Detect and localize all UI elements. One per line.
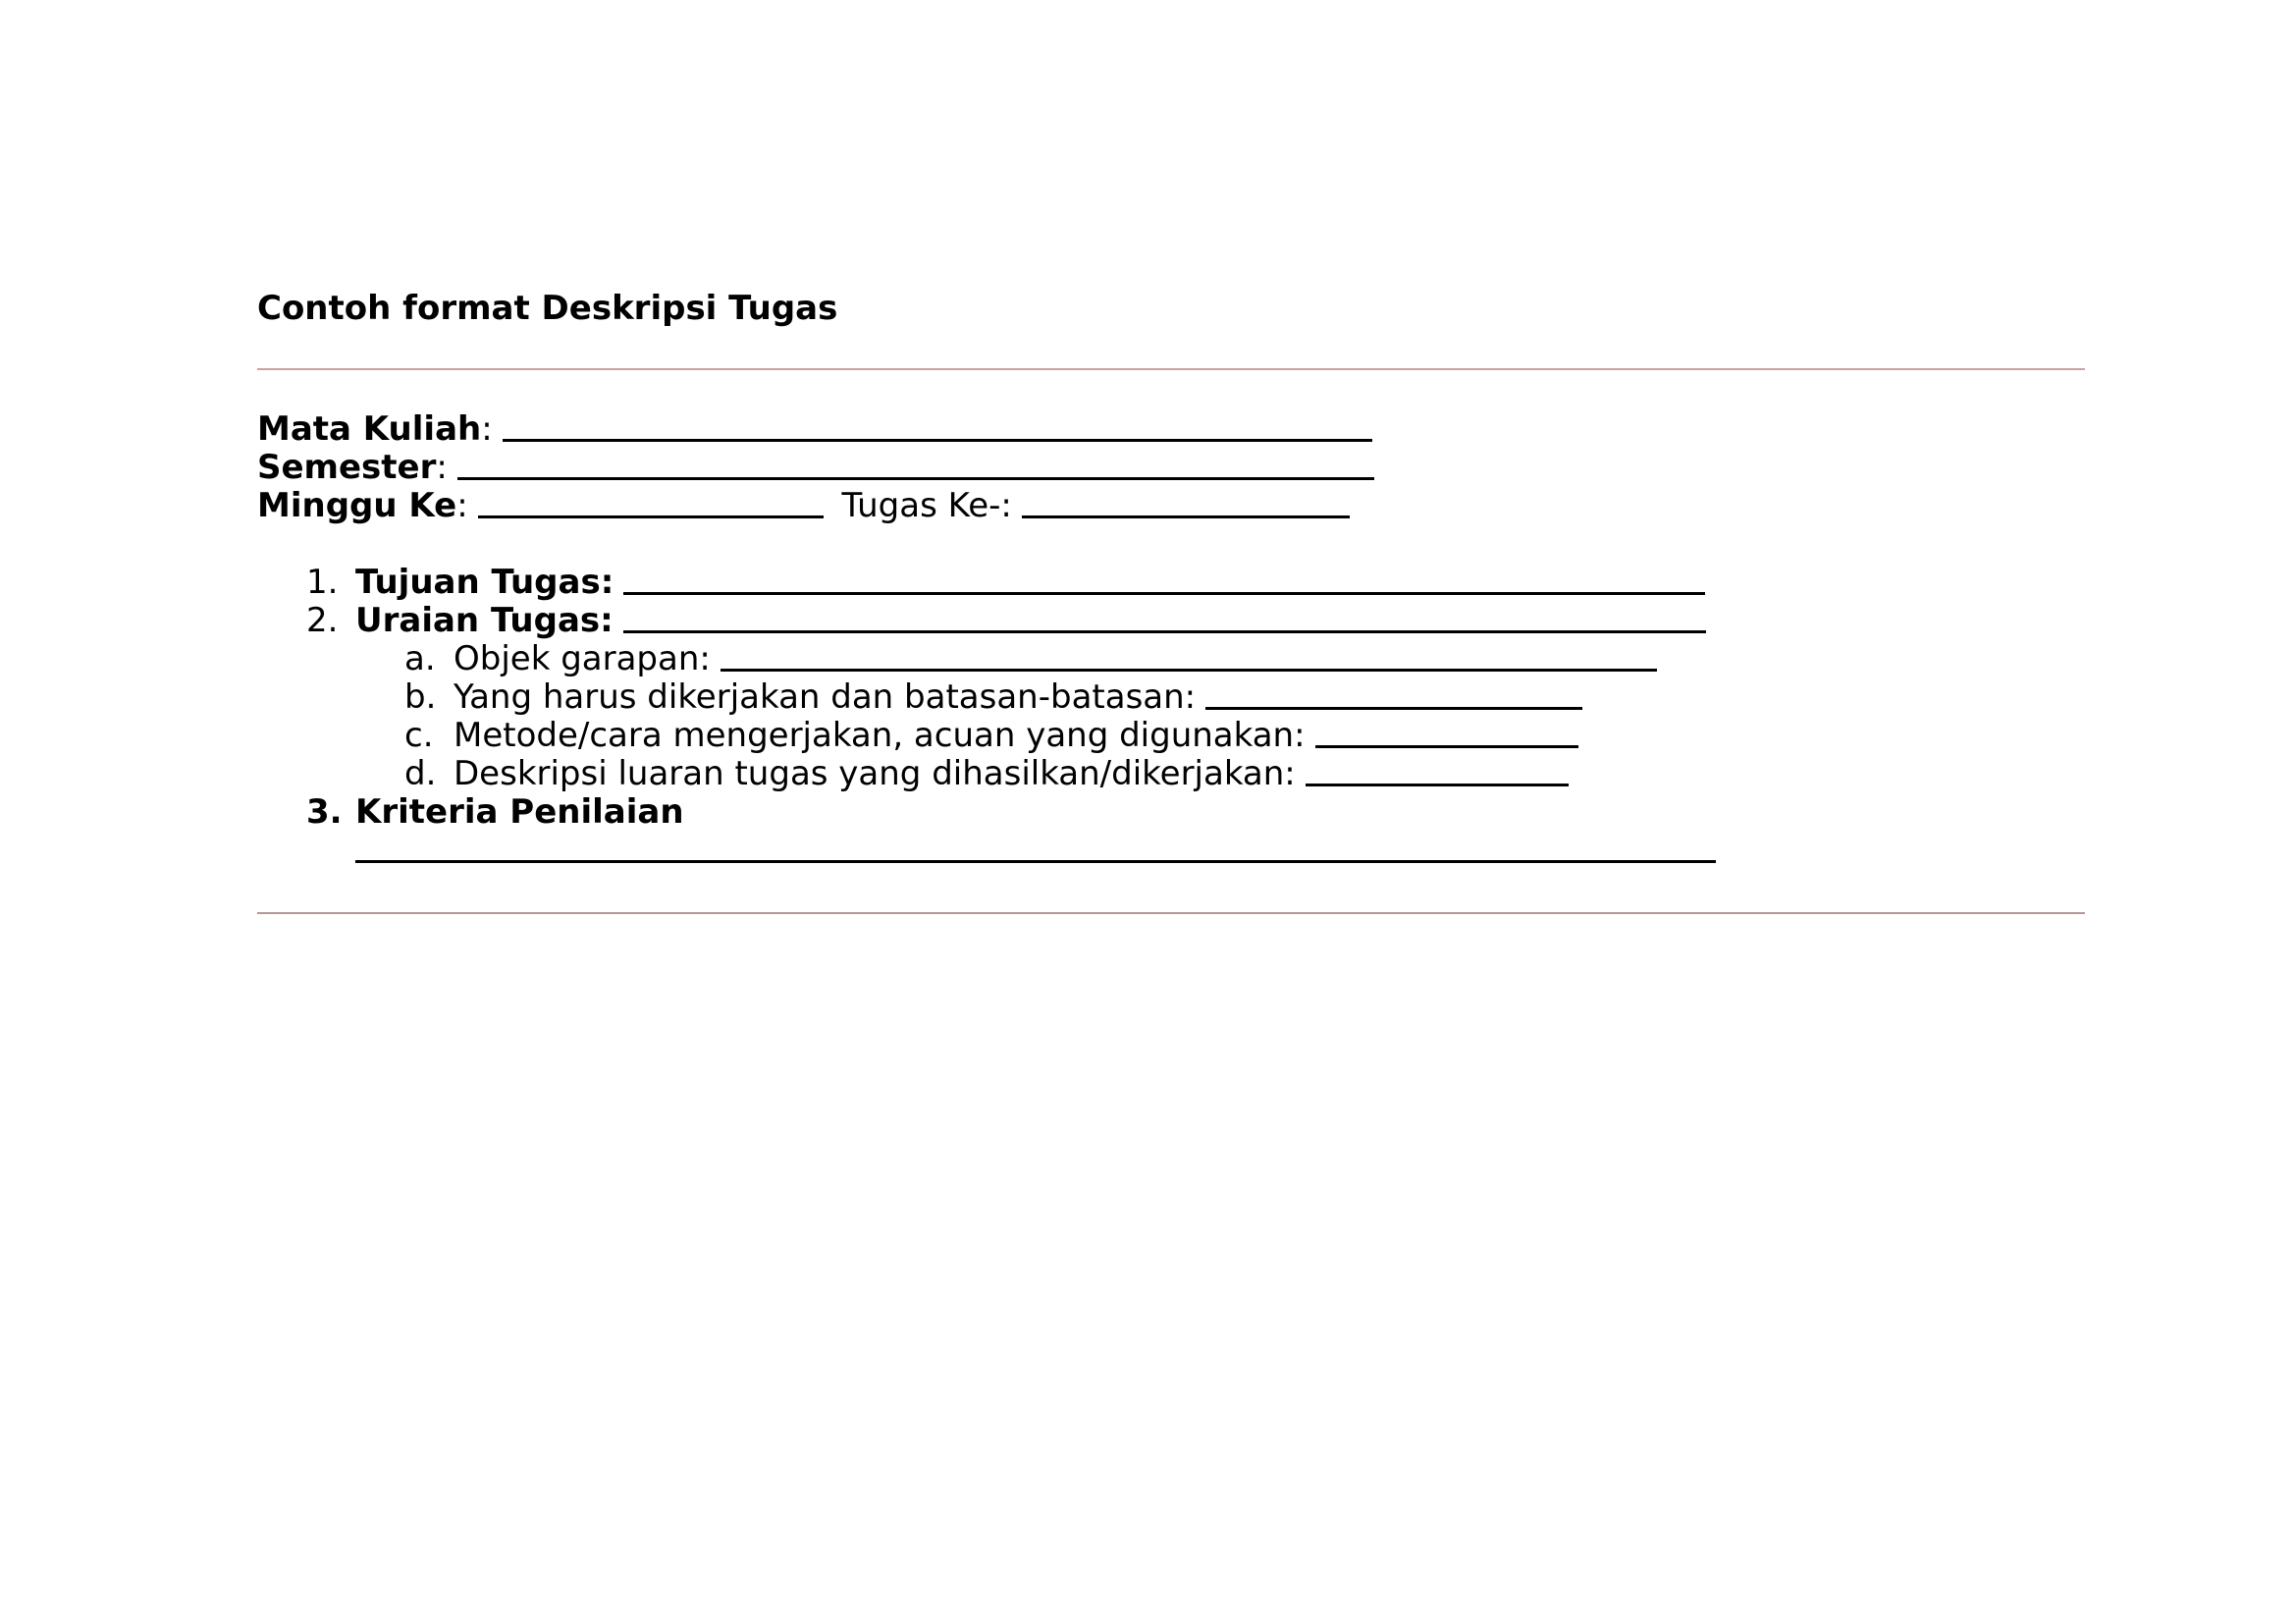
bottom-divider <box>257 912 2085 914</box>
sub-item-yang-harus-dikerjakan <box>404 678 1582 717</box>
yang-harus-dikerjakan-label: Yang harus dikerjakan dan batasan-batasan: <box>454 677 1197 717</box>
list-number: 1. <box>306 563 339 602</box>
semester-row <box>257 449 1374 487</box>
deskripsi-luaran-label: Deskripsi luaran tugas yang dihasilkan/dikerjakan: <box>454 754 1296 793</box>
semester-label: Semester <box>257 448 437 487</box>
mata-kuliah-blank[interactable] <box>503 439 1372 442</box>
kriteria-penilaian-label: Kriteria Penilaian <box>355 792 684 832</box>
list-number: 2. <box>306 601 339 640</box>
document-page <box>257 0 2085 1623</box>
objek-garapan-label: Objek garapan: <box>454 639 711 678</box>
top-divider <box>257 368 2085 370</box>
uraian-tugas-blank[interactable] <box>623 630 1706 633</box>
sub-item-letter: b. <box>404 677 437 717</box>
document-title: Contoh format Deskripsi Tugas <box>257 289 838 328</box>
objek-garapan-blank[interactable] <box>721 669 1657 672</box>
colon: : <box>481 409 493 449</box>
sub-item-metode <box>404 717 1578 755</box>
kriteria-penilaian-row <box>355 832 1716 870</box>
uraian-tugas-label: Uraian Tugas: <box>355 601 614 640</box>
sub-item-letter: d. <box>404 754 437 793</box>
yang-harus-dikerjakan-blank[interactable] <box>1205 707 1582 710</box>
colon: : <box>456 486 468 525</box>
metode-blank[interactable] <box>1315 745 1578 748</box>
colon: : <box>436 448 448 487</box>
tugas-ke-label: Tugas Ke-: <box>841 486 1012 525</box>
list-item-uraian-tugas <box>306 602 1706 640</box>
list-item-tujuan-tugas <box>306 564 1705 602</box>
mata-kuliah-row <box>257 410 1372 449</box>
sub-item-objek-garapan <box>404 640 1657 678</box>
minggu-ke-blank[interactable] <box>478 515 824 518</box>
sub-item-letter: a. <box>404 639 436 678</box>
deskripsi-luaran-blank[interactable] <box>1306 784 1569 786</box>
semester-blank[interactable] <box>457 477 1374 480</box>
sub-item-letter: c. <box>404 716 434 755</box>
list-item-kriteria-penilaian <box>306 793 684 832</box>
tujuan-tugas-label: Tujuan Tugas: <box>355 563 614 602</box>
minggu-ke-label: Minggu Ke <box>257 486 457 525</box>
tujuan-tugas-blank[interactable] <box>623 592 1705 595</box>
metode-label: Metode/cara mengerjakan, acuan yang digunakan: <box>454 716 1306 755</box>
list-number: 3. <box>306 792 343 832</box>
sub-item-deskripsi-luaran <box>404 755 1569 793</box>
minggu-ke-row <box>257 487 1350 525</box>
kriteria-penilaian-blank[interactable] <box>355 860 1716 863</box>
tugas-ke-blank[interactable] <box>1022 515 1350 518</box>
mata-kuliah-label: Mata Kuliah <box>257 409 482 449</box>
